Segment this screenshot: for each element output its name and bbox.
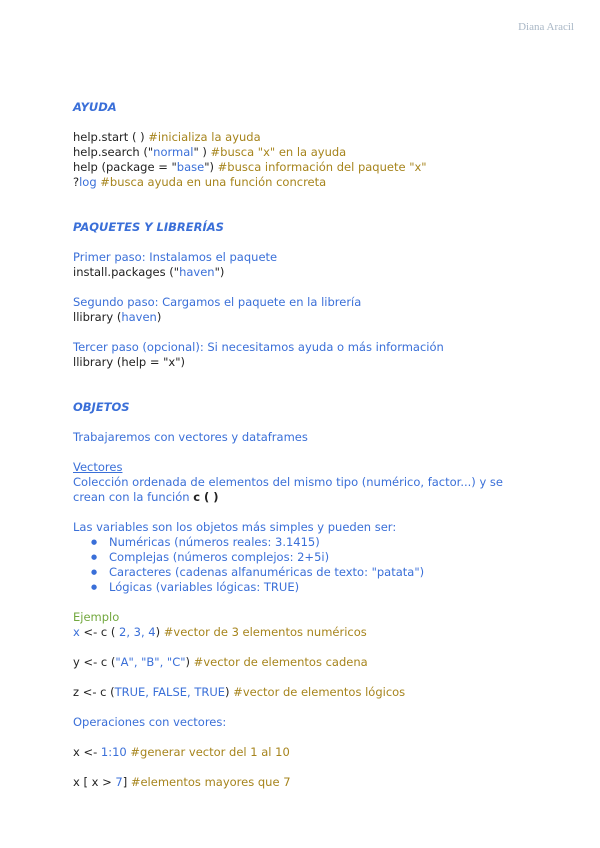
argument: base [176, 160, 205, 174]
code: help.search (" [73, 145, 154, 159]
code: z <- c ( [73, 685, 115, 699]
code: ") [204, 160, 214, 174]
step-1-text: Primer paso: Instalamos el paquete [73, 250, 278, 264]
code: ) [185, 655, 191, 669]
vectores-description [73, 475, 533, 505]
values: 1:10 [100, 745, 127, 759]
comment: #generar vector del 1 al 10 [126, 745, 290, 759]
values: TRUE, FALSE, TRUE [114, 685, 226, 699]
comment: #busca información del paquete "x" [217, 160, 427, 174]
comment: #elementos mayores que 7 [127, 775, 291, 789]
comment: #inicializa la ayuda [148, 130, 261, 144]
code: ] [122, 775, 128, 789]
code-line-help-log [73, 175, 533, 190]
code: ? [73, 175, 80, 189]
document-body [73, 100, 533, 790]
ejemplo-label: Ejemplo [73, 610, 120, 624]
function-c: c ( ) [193, 490, 219, 504]
code: x [73, 625, 80, 639]
operaciones-title: Operaciones con vectores: [73, 715, 227, 729]
list-item: ● Complejas (números complejos: 2+5i) [109, 550, 533, 565]
comment: #vector de 3 elementos numéricos [160, 625, 367, 639]
step-3-text: Tercer paso (opcional): Si necesitamos ayuda o más información [73, 340, 444, 354]
code-line-library [73, 310, 533, 325]
objetos-intro: Trabajaremos con vectores y dataframes [73, 430, 308, 444]
comment: #vector de elementos lógicos [229, 685, 406, 699]
section-title-ayuda: AYUDA [73, 100, 117, 114]
argument: haven [179, 265, 215, 279]
comment: #busca ayuda en una función concreta [100, 175, 327, 189]
op-line-range [73, 745, 533, 760]
code: install.packages (" [73, 265, 180, 279]
variable-types-list [73, 535, 533, 595]
code: ) [155, 625, 161, 639]
variables-intro: Las variables son los objetos más simples y pueden ser: [73, 520, 397, 534]
section-title-objetos: OBJETOS [73, 400, 130, 414]
author-header: Diana Aracil [518, 21, 574, 33]
values: 2, 3, 4 [119, 625, 156, 639]
code-line-help-package [73, 160, 533, 175]
code: ") [214, 265, 225, 279]
argument: haven [121, 310, 157, 324]
comment: #vector de elementos cadena [190, 655, 368, 669]
values: "A", "B", "C" [115, 655, 186, 669]
list-item: ● Numéricas (números reales: 3.1415) [109, 535, 533, 550]
step-2-text: Segundo paso: Cargamos el paquete en la librería [73, 295, 362, 309]
code-line-install [73, 265, 533, 280]
example-line-x [73, 625, 533, 640]
list-item: ● Lógicas (variables lógicas: TRUE) [109, 580, 533, 595]
code-line-library-help: llibrary (help = "x") [73, 355, 186, 369]
code: ) [225, 685, 230, 699]
comment: #busca "x" en la ayuda [210, 145, 347, 159]
code: x [ x > [73, 775, 116, 789]
vectores-subtitle: Vectores [73, 460, 123, 474]
code: <- c ( [79, 625, 120, 639]
example-line-y [73, 655, 533, 670]
code-line-help-search [73, 145, 533, 160]
code: x <- [73, 745, 101, 759]
vectores-desc-text: Colección ordenada de elementos del mismo tipo (numérico, factor...) y se crean con la función [73, 475, 503, 504]
values: 7 [115, 775, 123, 789]
code: y <- c ( [73, 655, 116, 669]
code: llibrary ( [73, 310, 122, 324]
op-line-filter [73, 775, 533, 790]
code: help (package = " [73, 160, 177, 174]
section-title-paquetes: PAQUETES Y LIBRERÍAS [73, 220, 224, 234]
argument: normal [153, 145, 194, 159]
list-item: ● Caracteres (cadenas alfanuméricas de texto: "patata") [109, 565, 533, 580]
code: " ) [193, 145, 207, 159]
code: help.start ( ) [73, 130, 145, 144]
code-line-help-start [73, 130, 533, 145]
example-line-z [73, 685, 533, 700]
code: ) [156, 310, 162, 324]
argument: log [79, 175, 97, 189]
